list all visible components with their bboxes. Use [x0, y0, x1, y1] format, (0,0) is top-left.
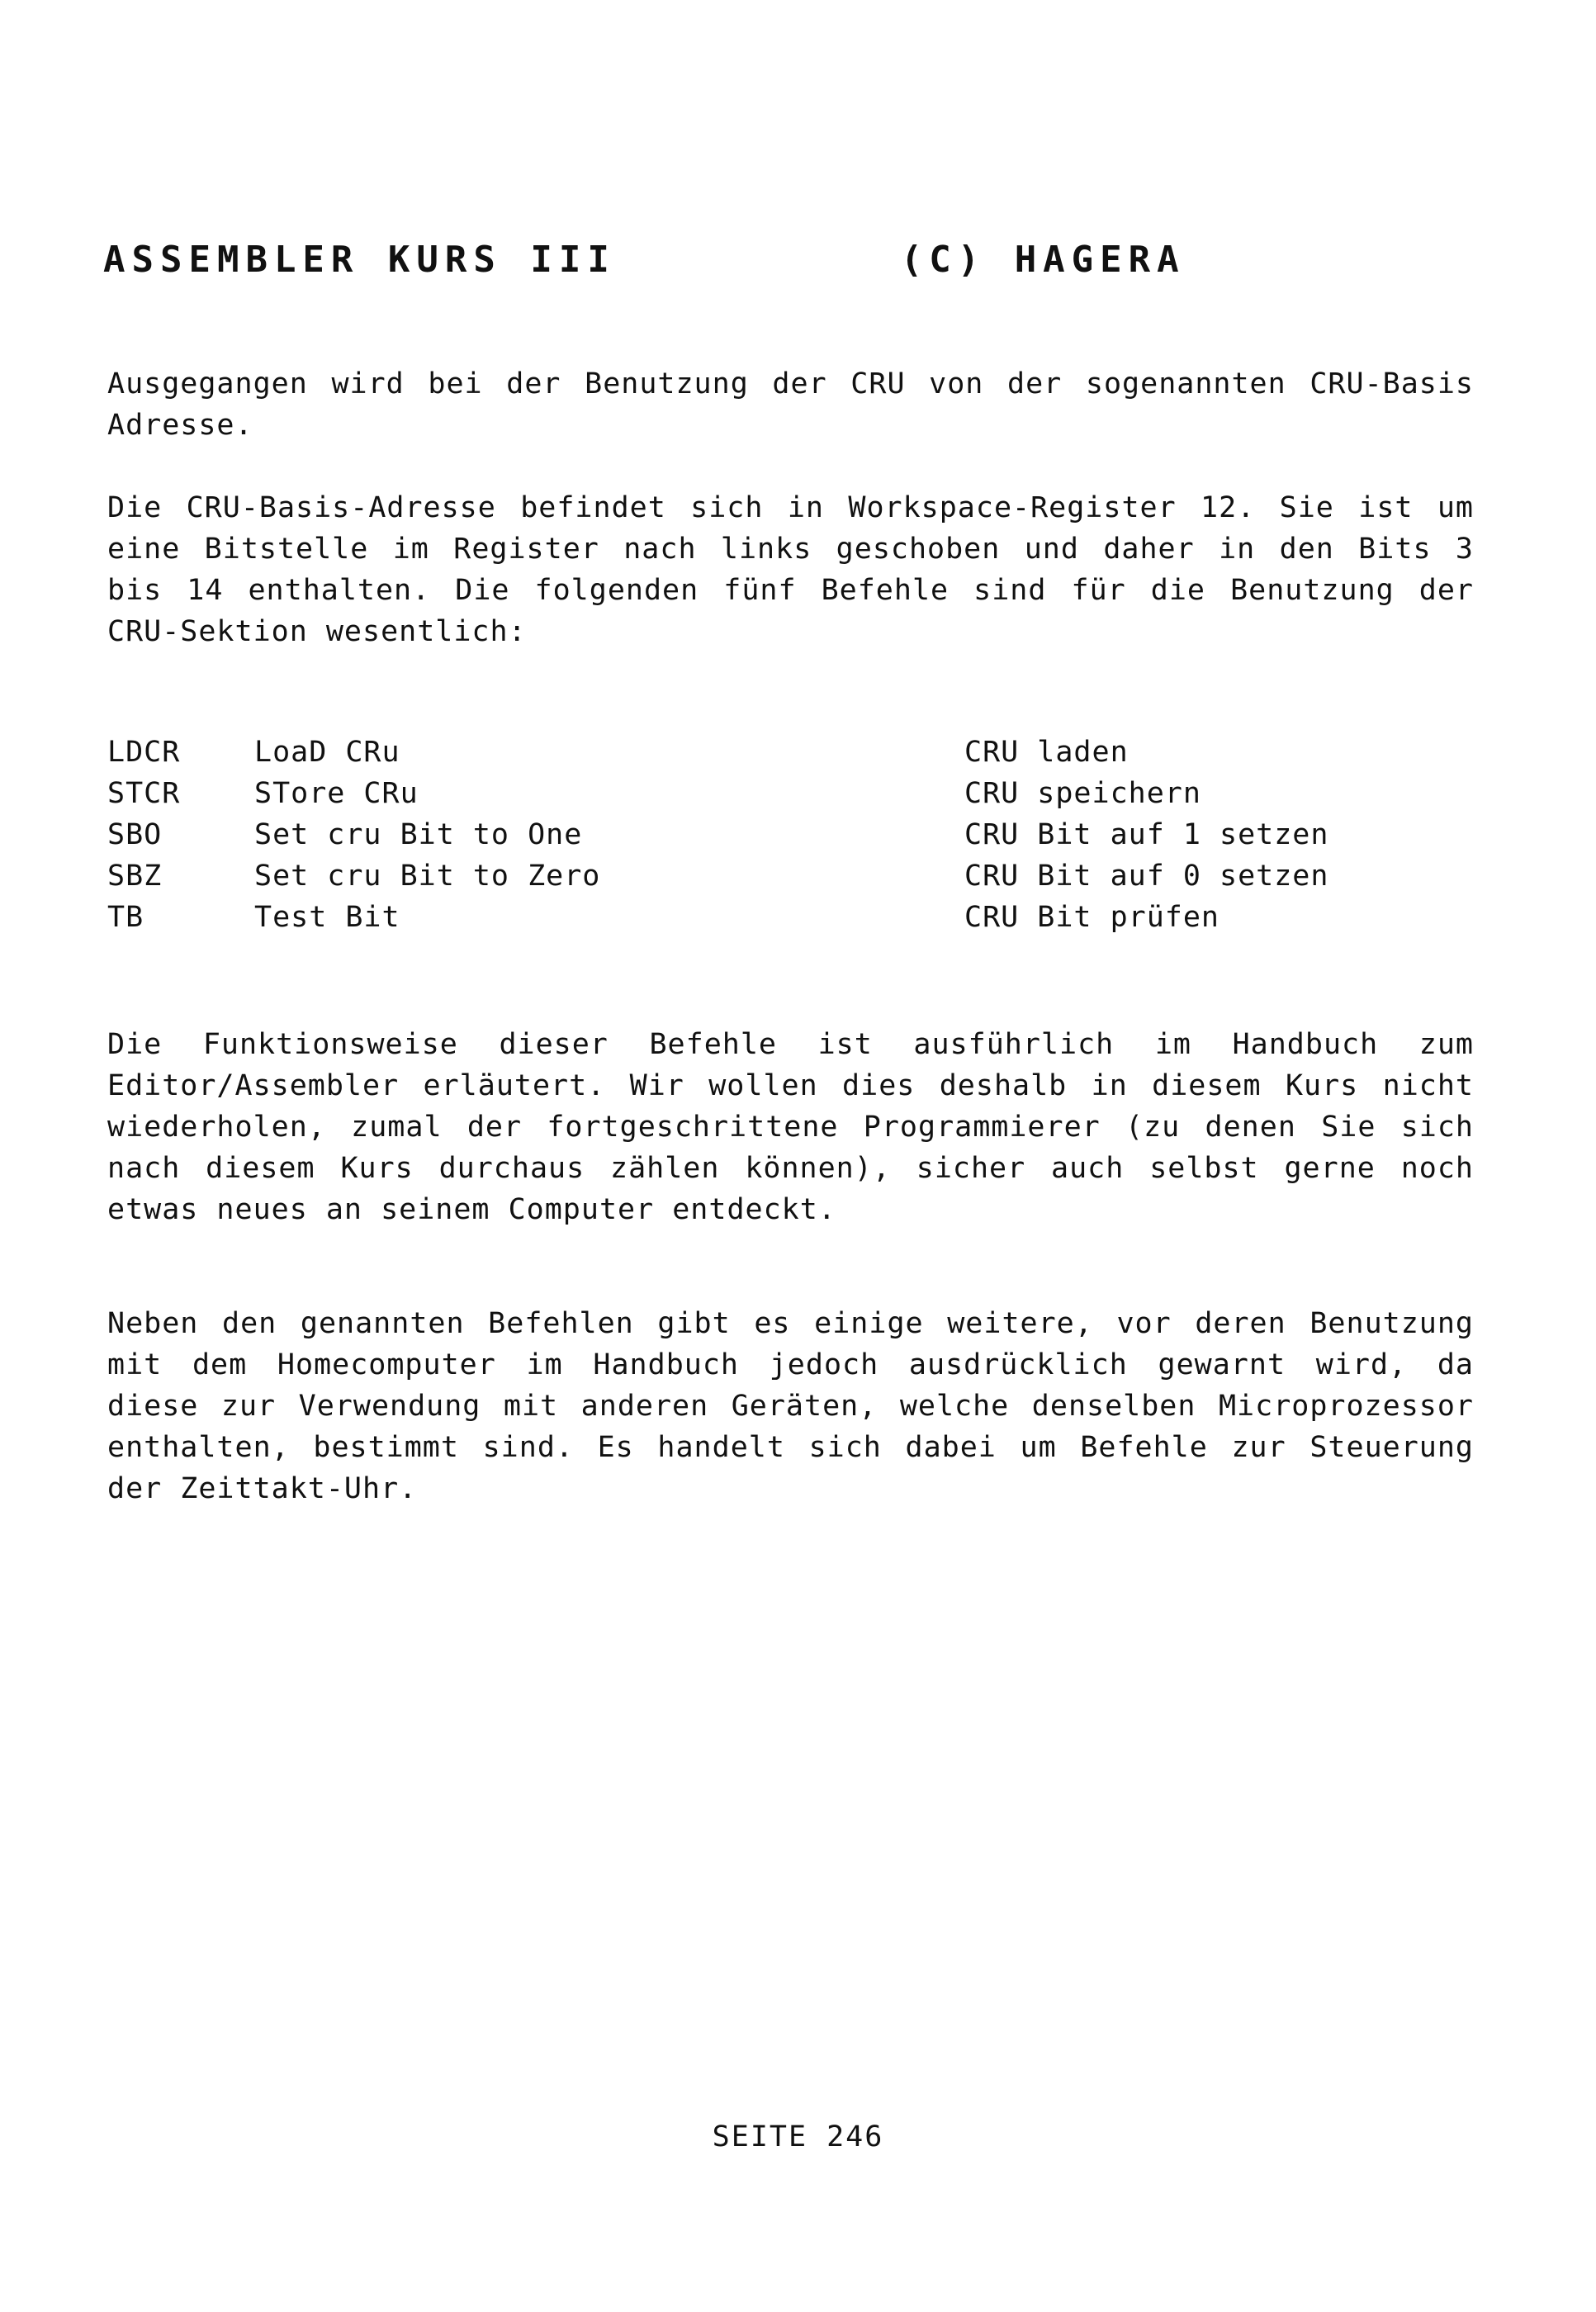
command-name: Set cru Bit to One [254, 818, 583, 851]
command-row [107, 814, 1478, 855]
command-name: LoaD CRu [254, 736, 400, 769]
command-row [107, 732, 1478, 773]
command-mnemonic: SBZ [107, 860, 163, 893]
paragraph-further-commands: Neben den genannten Befehlen gibt es einige weitere, vor deren Benutzung mit dem Homecomputer im Handbuch jedoch ausdrücklich gewarnt wird, da diese zur Verwendung mit anderen Geräten, welche denselben Microprozessor enthalten, bestimmt sind. Es handelt sich dabei um Befehle zur Steuerung der Zeittakt-Uhr. [107, 1307, 1474, 1505]
command-description: CRU Bit auf 1 setzen [964, 818, 1329, 851]
heading-spacer [616, 239, 901, 281]
command-mnemonic: TB [107, 901, 144, 934]
command-mnemonic: LDCR [107, 736, 181, 769]
command-description: CRU Bit auf 0 setzen [964, 860, 1329, 893]
command-name: Test Bit [254, 901, 400, 934]
copyright-notice: (C) HAGERA [900, 239, 1186, 281]
command-description: CRU laden [964, 736, 1129, 769]
command-row [107, 897, 1478, 938]
page-heading [103, 238, 1424, 282]
command-name: STore CRu [254, 777, 419, 810]
command-name: Set cru Bit to Zero [254, 860, 601, 893]
course-title: ASSEMBLER KURS III [103, 239, 616, 281]
command-row [107, 773, 1478, 814]
paragraph-handbook-reference: Die Funktionsweise dieser Befehle ist ausführlich im Handbuch zum Editor/Assembler erläutert. Wir wollen dies deshalb in diesem Kurs nicht wiederholen, zumal der fortgeschrittene Programmierer (zu denen Sie sich nach diesem Kurs durchaus zählen können), sicher auch selbst gerne noch etwas neues an seinem Computer entdeckt. [107, 1028, 1474, 1226]
paragraph-cru-basis: Ausgegangen wird bei der Benutzung der CRU von der sogenannten CRU-Basis Adresse. [107, 367, 1474, 442]
cru-command-table [107, 732, 1478, 938]
command-row [107, 855, 1478, 897]
command-mnemonic: SBO [107, 818, 163, 851]
paragraph-cru-basis-register: Die CRU-Basis-Adresse befindet sich in Workspace-Register 12. Sie ist um eine Bitstelle im Register nach links geschoben und daher in den Bits 3 bis 14 enthalten. Die folgenden fünf Befehle sind für die Benutzung der CRU-Sektion wesentlich: [107, 491, 1474, 648]
command-mnemonic: STCR [107, 777, 181, 810]
command-description: CRU Bit prüfen [964, 901, 1220, 934]
command-description: CRU speichern [964, 777, 1201, 810]
page-number: SEITE 246 [712, 2120, 884, 2153]
